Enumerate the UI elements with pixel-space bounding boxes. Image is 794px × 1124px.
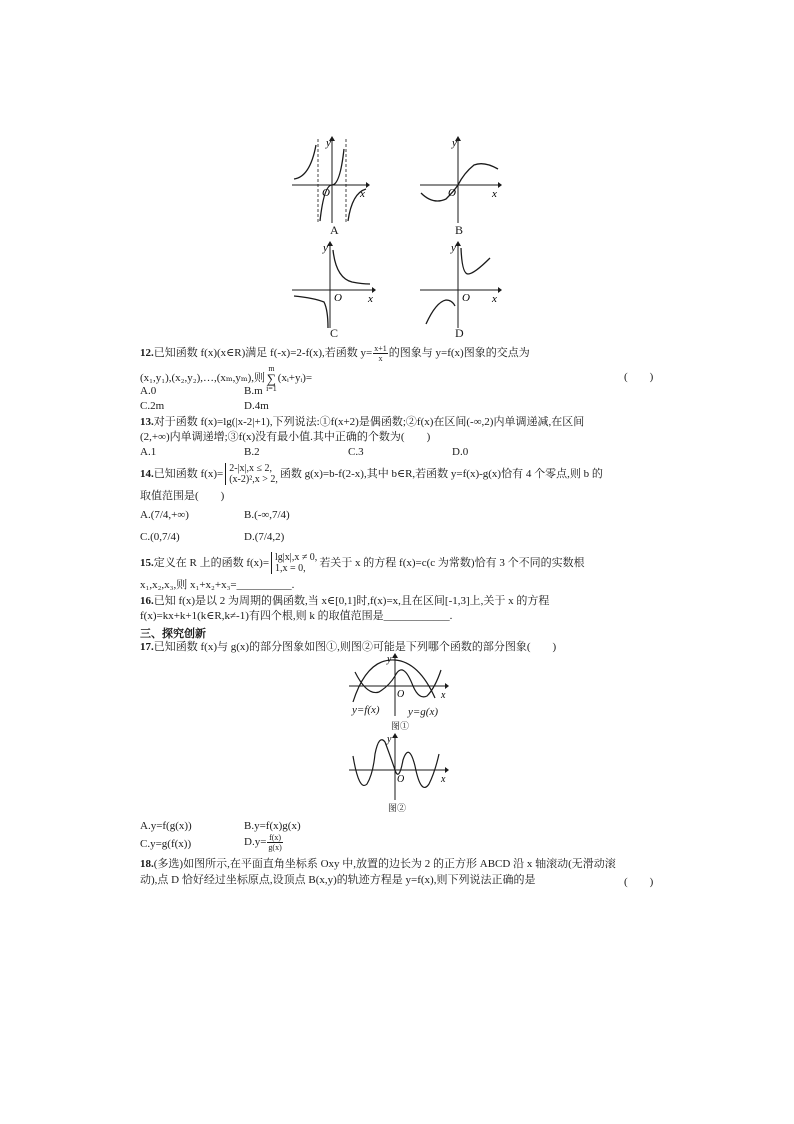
q18-number: 18. — [140, 858, 154, 870]
q17-fig2-x: x — [441, 774, 446, 785]
q14-number: 14. — [140, 468, 154, 480]
fig-d-y: y — [451, 242, 456, 254]
figure-c-label: C — [330, 326, 339, 340]
q15-case1: lg|x|,x ≠ 0, — [275, 552, 318, 564]
q12-text1: 已知函数 f(x)(x∈R)满足 f(-x)=2-f(x),若函数 y= — [153, 347, 373, 360]
fig-b-origin: O — [448, 187, 456, 199]
q17-option-d-pre: D.y= — [244, 836, 267, 849]
q13-number: 13. — [140, 416, 154, 428]
q17-option-d-num: f(x) — [269, 833, 282, 842]
q12-text1b: 的图象与 y=f(x)图象的交点为 — [388, 347, 530, 360]
q13-option-c: C.3 — [348, 446, 364, 458]
fig-a-y: y — [326, 137, 331, 149]
q13-option-b: B.2 — [244, 446, 260, 458]
q17-figure-2 — [345, 732, 455, 802]
fig-b-x: x — [492, 188, 497, 200]
fig-a-origin: O — [322, 187, 330, 199]
fig-c-y: y — [323, 242, 328, 254]
q16-line2 — [140, 609, 452, 624]
q14-case2: (x-2)²,x > 2, — [229, 474, 278, 486]
fig-d-origin: O — [462, 292, 470, 304]
q12-line1 — [140, 344, 530, 363]
q12-number: 12. — [140, 347, 154, 360]
q12-sum-top: m — [268, 364, 275, 373]
q15-line1 — [140, 551, 585, 575]
q12-text2a: (x₁,y₁),(x₂,y₂),…,(xₘ,yₘ),则 — [140, 372, 266, 385]
fig-d-x: x — [492, 293, 497, 305]
q12-frac-num: x+1 — [374, 344, 387, 353]
q15-text2: x₁,x₂,x₃,则 x₁+x₂+x₃= — [140, 579, 237, 591]
q17-label-f: y=f(x) — [352, 704, 380, 716]
q18-answer-paren: ( ) — [624, 876, 654, 888]
q12-option-d: D.4m — [244, 400, 269, 412]
q17-figure-2-caption: 图② — [388, 803, 407, 813]
q15-case2: 1,x = 0, — [275, 563, 306, 575]
q14-pre: 已知函数 f(x)= — [153, 468, 224, 480]
q17-option-b: B.y=f(x)g(x) — [244, 820, 301, 832]
q17-fig1-y: y — [387, 654, 392, 665]
q17-fig1-origin: O — [397, 689, 405, 700]
figure-a-label: A — [330, 223, 339, 237]
q14-option-c: C.(0,7/4) — [140, 531, 180, 543]
q16-answer-blank: ____________. — [383, 610, 453, 622]
q15-number: 15. — [140, 557, 154, 569]
q12-option-a: A.0 — [140, 385, 157, 397]
q14-case1: 2-|x|,x ≤ 2, — [229, 463, 273, 475]
q17-option-a: A.y=f(g(x)) — [140, 820, 192, 832]
fig-c-origin: O — [334, 292, 342, 304]
q13-option-d: D.0 — [452, 446, 469, 458]
q18-line2: 动),点 D 恰好经过坐标原点,设顶点 B(x,y)的轨迹方程是 y=f(x),则下列说法正确的是 — [140, 874, 536, 886]
q12-sum-symbol: ∑ — [266, 371, 277, 386]
q15-line2 — [140, 578, 294, 593]
fig-c-x: x — [368, 293, 373, 305]
q15-pre: 定义在 R 上的函数 f(x)= — [153, 557, 270, 569]
q13-option-a: A.1 — [140, 446, 157, 458]
q16-line1 — [140, 594, 549, 609]
fig-b-y: y — [452, 137, 457, 149]
figure-b-label: B — [455, 223, 464, 237]
q14-line1 — [140, 462, 603, 486]
q12-option-c: C.2m — [140, 400, 165, 412]
q17-label-g: y=g(x) — [408, 706, 439, 718]
q18-text1: (多选)如图所示,在平面直角坐标系 Oxy 中,放置的边长为 2 的正方形 ABCD 沿 x 轴滚动(无滑动滚 — [153, 858, 616, 870]
q15-piecewise — [271, 552, 317, 574]
q17-fig2-y: y — [387, 734, 392, 745]
q17-fig1-x: x — [441, 690, 446, 701]
figure-b — [418, 135, 503, 225]
figure-a — [290, 135, 370, 225]
q12-sum — [266, 364, 277, 393]
q14-piecewise — [225, 463, 278, 485]
q17-number: 17. — [140, 641, 154, 653]
q14-post: 函数 g(x)=b-f(2-x),其中 b∈R,若函数 y=f(x)-g(x)恰有 4 个零点,则 b 的 — [279, 468, 603, 480]
q12-frac-den: x — [378, 354, 383, 363]
q12-option-b: B.m — [244, 385, 263, 397]
q12-text2b: (xᵢ+yᵢ)= — [277, 372, 313, 385]
q17-option-d-fraction — [267, 833, 282, 852]
q12-sum-bottom: i=1 — [266, 384, 277, 393]
fig-a-x: x — [360, 188, 365, 200]
q12-line2 — [140, 364, 312, 393]
q17-option-c: C.y=g(f(x)) — [140, 838, 192, 850]
q16-text2: f(x)=kx+k+1(k∈R,k≠-1)有四个根,则 k 的取值范围是 — [140, 610, 384, 622]
q18-line1 — [140, 857, 616, 872]
figure-c — [290, 240, 380, 330]
q12-fraction — [373, 344, 388, 363]
q12-answer-paren: ( ) — [624, 371, 654, 383]
q17-option-d — [244, 833, 284, 852]
q16-number: 16. — [140, 595, 154, 607]
q16-text1: 已知 f(x)是以 2 为周期的偶函数,当 x∈[0,1]时,f(x)=x,且在区间[-1,3]上,关于 x 的方程 — [153, 595, 550, 607]
figure-d — [418, 240, 503, 330]
q13-line2: (2,+∞)内单调递增;③f(x)没有最小值.其中正确的个数为( ) — [140, 431, 431, 443]
q14-option-b: B.(-∞,7/4) — [244, 509, 290, 521]
q15-answer-blank: __________. — [236, 579, 295, 591]
section-heading: 三、探究创新 — [140, 628, 206, 640]
q17-fig2-origin: O — [397, 774, 405, 785]
figure-d-label: D — [455, 326, 464, 340]
q13-text1: 对于函数 f(x)=lg(|x-2|+1),下列说法:①f(x+2)是偶函数;②f(x)在区间(-∞,2)内单调递减,在区间 — [153, 416, 585, 428]
q15-post: 若关于 x 的方程 f(x)=c(c 为常数)恰有 3 个不同的实数根 — [319, 557, 585, 569]
q13-line1 — [140, 415, 584, 430]
q17-figure-1-caption: 图① — [391, 721, 410, 731]
q14-option-d: D.(7/4,2) — [244, 531, 285, 543]
q14-line2: 取值范围是( ) — [140, 490, 225, 502]
q17-text1: 已知函数 f(x)与 g(x)的部分图象如图①,则图②可能是下列哪个函数的部分图象( ) — [153, 641, 557, 653]
q17-option-d-den: g(x) — [268, 843, 282, 852]
q14-option-a: A.(7/4,+∞) — [140, 509, 189, 521]
